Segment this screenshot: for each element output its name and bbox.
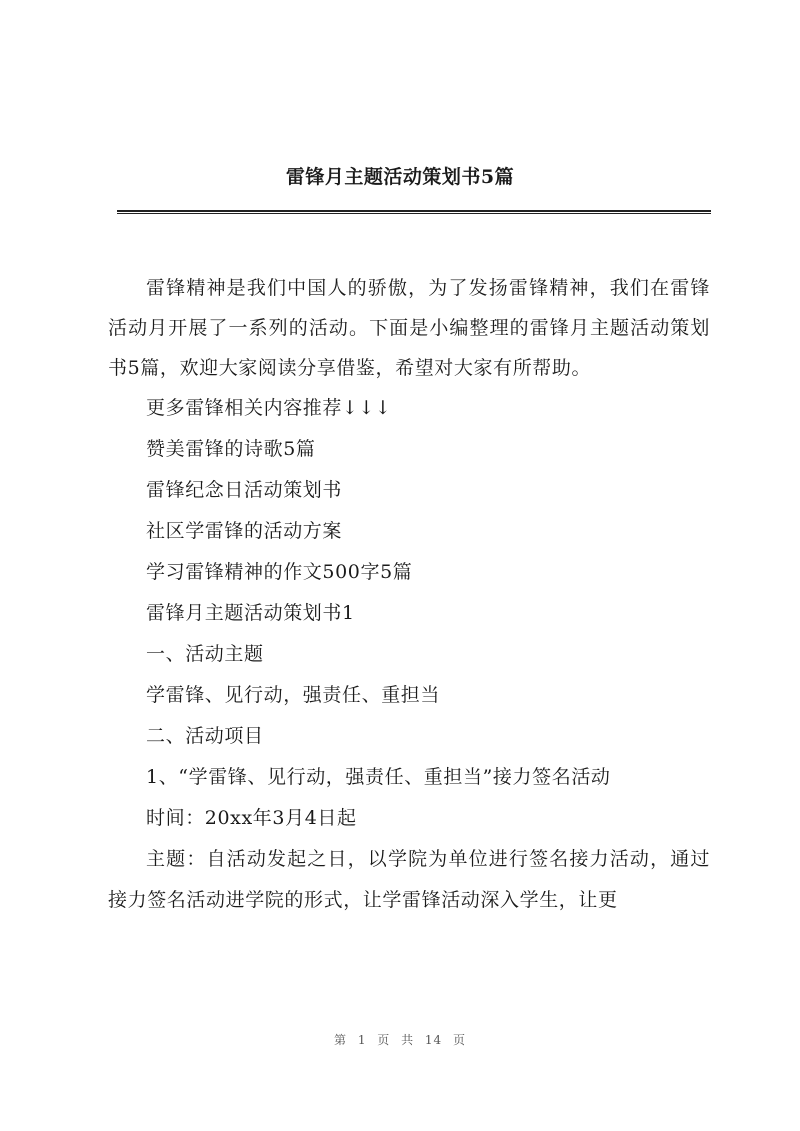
recommend-link-memorial-plan[interactable]: 雷锋纪念日活动策划书	[146, 479, 343, 501]
body-paragraph: 时间：20xx年3月4日起	[146, 807, 357, 829]
body-paragraph: 主题：自活动发起之日，以学院为单位进行签名接力活动，通过接力签名活动进学院的形式，让学雷锋活动深入学生，让更	[108, 848, 710, 911]
intro-paragraph: 雷锋精神是我们中国人的骄傲，为了发扬雷锋精神，我们在雷锋活动月开展了一系列的活动。下面是小编整理的雷锋月主题活动策划书5篇，欢迎大家阅读分享借鉴，希望对大家有所帮助。	[108, 277, 710, 379]
subsection-heading: 一、活动主题	[146, 643, 264, 665]
body-paragraph: 学雷锋、见行动，强责任、重担当	[146, 684, 441, 706]
recommend-heading: 更多雷锋相关内容推荐↓↓↓	[146, 397, 392, 419]
page-footer: 第 1 页 共 14 页	[334, 1033, 466, 1047]
document-body	[108, 268, 710, 921]
body-paragraph: 1、“学雷锋、见行动，强责任、重担当”接力签名活动	[146, 766, 611, 788]
title-divider	[117, 210, 711, 214]
document-title: 雷锋月主题活动策划书5篇	[285, 166, 515, 188]
recommend-link-poem[interactable]: 赞美雷锋的诗歌5篇	[146, 438, 316, 460]
section-heading: 雷锋月主题活动策划书1	[146, 602, 355, 624]
recommend-link-community-plan[interactable]: 社区学雷锋的活动方案	[146, 520, 343, 542]
subsection-heading: 二、活动项目	[146, 725, 264, 747]
recommend-link-essay[interactable]: 学习雷锋精神的作文500字5篇	[146, 561, 413, 583]
